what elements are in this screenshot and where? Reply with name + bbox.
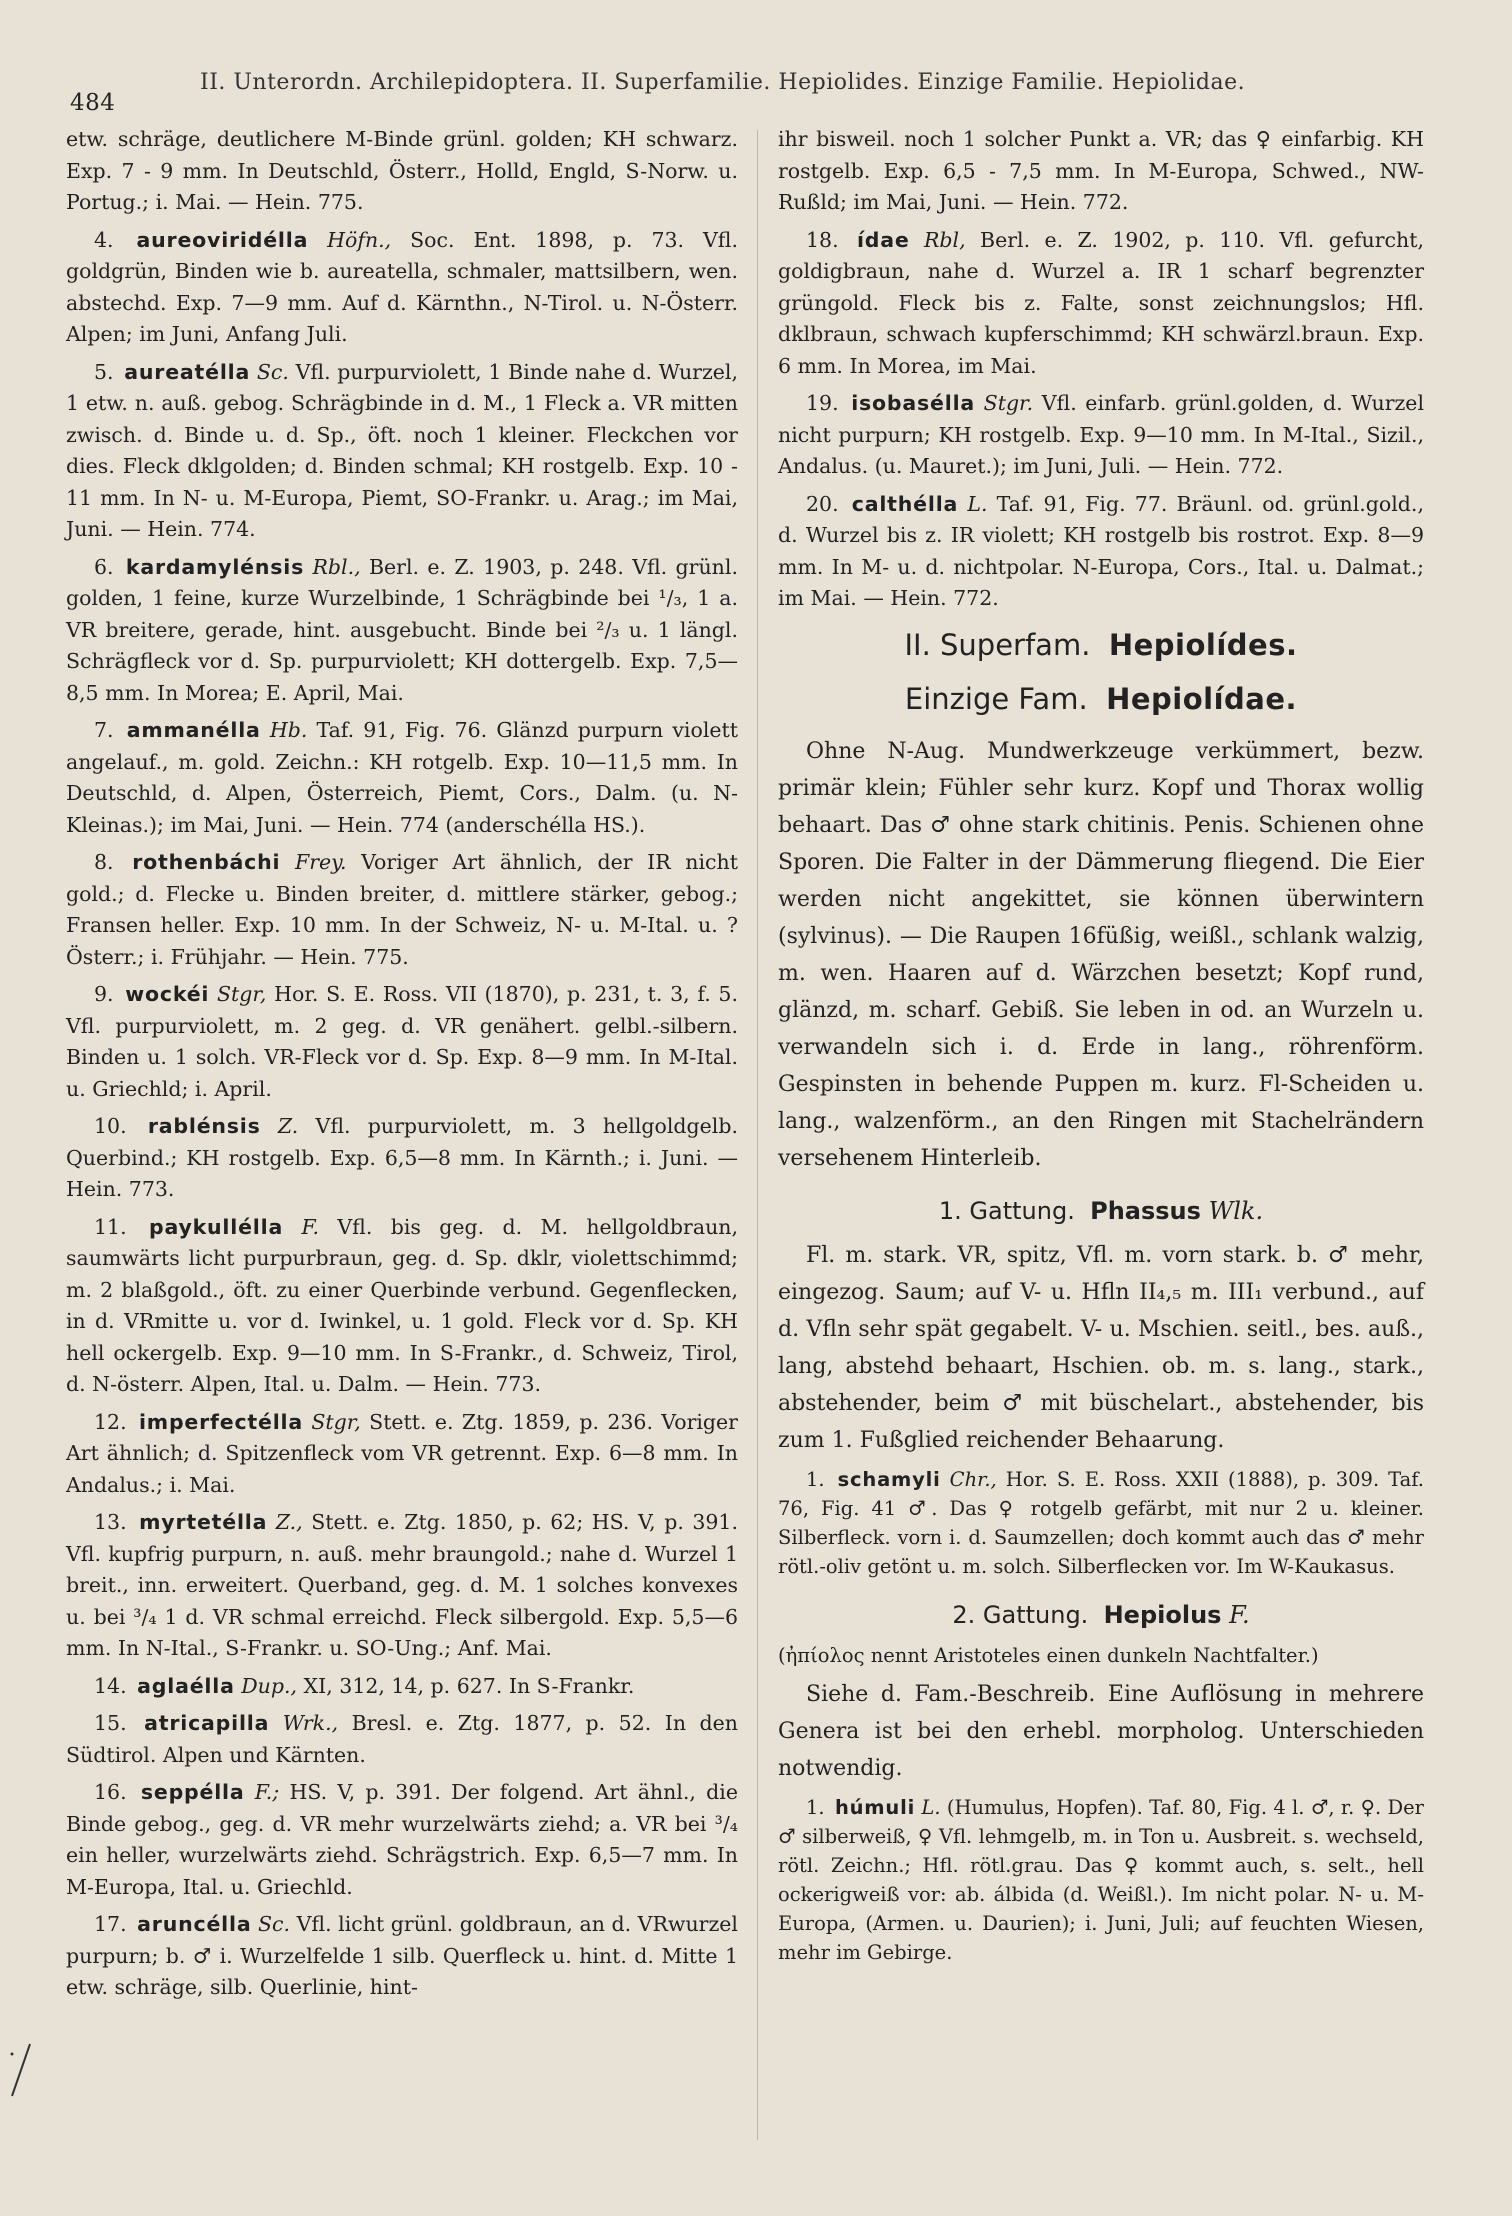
page-number: 484 [70,90,116,116]
species-text: Vfl. purpurviolett, 1 Binde nahe d. Wurzel, 1 etw. n. auß. gebog. Schrägbinde in d. M., 1 Fleck a. VR mitten zwisch. d. Binde u. d. Sp., öft. noch 1 kleiner. Fleckchen vor dies. Fleck dklgolden; d. Binden schmal; KH rostgelb. Exp. 10 - 11 mm. In N- u. M-Europa, Piemt, SO-Frankr. u. Arag.; im Mai, Juni. — Hein. 774. [66,359,738,541]
genus-description-block [778,1237,1424,1459]
species-number: 11. [94,1214,127,1239]
species-number: 4. [94,227,114,252]
running-header [70,70,1350,114]
species-entry [66,1777,738,1903]
species-name: seppélla [140,1780,245,1804]
species-author: Chr., [949,1467,997,1491]
genus-etymology: (ἠπίολος nennt Aristoteles einen dunkeln Nachtfalter.) [778,1643,1319,1667]
species-number: 7. [94,718,114,742]
left-column [66,124,738,2010]
species-name: ammanélla [126,718,261,742]
species-text: Voriger Art ähnlich, der IR nicht gold.; d. Flecke u. Binden breiter, d. mittlere stärker, gebog.; Fransen heller. Exp. 10 mm. In der Schweiz, N- u. M-Ital. u. ? Österr.; i. Frühjahr. — Hein. 775. [66,850,738,969]
species-name: paykullélla [148,1214,284,1239]
species-author: Hb. [269,718,308,742]
species-entry [66,357,738,546]
species-author: Rbl, [924,227,966,252]
species-author: L. [921,1795,941,1819]
species-number: 12. [94,1409,127,1434]
species-text: Bresl. e. Ztg. 1877, p. 52. In den Südtirol. Alpen und Kärnten. [66,1711,738,1767]
species-name: wockéi [125,982,210,1006]
species-name: myrtetélla [139,1510,268,1534]
family-name: Hepiolídae. [1106,681,1298,716]
species-entry [66,1212,738,1401]
species-number: 19. [806,391,839,415]
species-entry [66,1407,738,1502]
genus-etymology-block [778,1641,1424,1670]
family-heading [778,679,1424,719]
genus-heading-phassus [778,1193,1424,1229]
species-number: 9. [94,982,114,1006]
species-name: aruncélla [137,1912,252,1936]
species-entry [66,1111,738,1206]
species-entry [66,124,738,219]
species-text: Berl. e. Z. 1903, p. 248. Vfl. grünl. golden, 1 feine, kurze Wurzelbinde, 1 Schrägbinde bei ¹/₃, 1 a. VR breitere, gerade, hint. ausgebucht. Binde bei ²/₃ u. 1 längl. Schrägfleck vor d. Sp. purpurviolett; KH dottergelb. Exp. 7,5—8,5 mm. In Morea; E. April, Mai. [66,554,738,705]
species-text: Taf. 91, Fig. 76. Glänzd purpurn violett angelauf., m. gold. Zeichn.: KH rotgelb. Exp. 10—11,5 mm. In Deutschld, d. Alpen, Österreich, Piemt, Cors., Dalm. (u. N-Kleinas.); im Mai, Juni. — Hein. 774 (anderschélla HS.). [66,718,738,837]
species-text: Berl. e. Z. 1902, p. 110. Vfl. gefurcht, goldigbraun, nahe d. Wurzel a. IR 1 scharf begrenzter grüngold. Fleck bis z. Falte, sonst zeichnungslos; Hfl. dklbraun, schwach kupferschimmd; KH schwärzl.braun. Exp. 6 mm. In Morea, im Mai. [778,227,1424,378]
species-name: aureoviridélla [136,227,309,252]
species-number: 1. [806,1795,825,1819]
species-name: rothenbáchi [132,850,281,874]
genus-author: F. [1229,1600,1250,1629]
genus2-description-block [778,1676,1424,1787]
species-entry [778,124,1424,219]
species-number: 20. [806,491,839,516]
species-author: Höfn., [327,227,392,252]
species-text: Stett. e. Ztg. 1859, p. 236. Voriger Art ähnlich; d. Spitzenfleck vom VR getrennt. Exp. 6—8 mm. In Andalus.; i. Mai. [66,1409,738,1497]
species-author: F. [301,1214,320,1239]
species-author: Z. [277,1114,299,1138]
species-name: kardamylénsis [125,554,305,579]
species-number: 5. [94,359,114,384]
species-number: 15. [94,1711,127,1735]
species-name: aglaélla [137,1673,235,1698]
genus-prefix: 1. Gattung. [938,1196,1075,1225]
species-entry [66,1708,738,1771]
species-author: Sc. [258,1912,291,1936]
genus-heading-hepiolus [778,1597,1424,1633]
species-text: Hor. S. E. Ross. VII (1870), p. 231, t. 3, f. 5. Vfl. purpurviolett, m. 2 geg. d. VR genähert. gelbl.-silbern. Binden u. 1 solch. VR-Fleck vor d. Sp. Exp. 8—9 mm. In M-Ital. u. Griechld; i. April. [66,982,738,1101]
species-author: Sc. [256,359,289,384]
species-entry [66,847,738,973]
genus-description: Fl. m. stark. VR, spitz, Vfl. m. vorn stark. b. ♂ mehr, eingezog. Saum; auf V- u. Hfln II₄,₅ m. III₁ verbund., auf d. Vfln sehr spät gegabelt. V- u. Mschien. seitl., bes. auß., lang, abstehd behaart, Hschien. ob. m. s. lang., stark., abstehender, beim ♂ mit büschelart., abstehender, bis zum 1. Fußglied reichender Behaarung. [778,1242,1424,1453]
genus-author: Wlk. [1208,1196,1264,1225]
genus1-species-block [778,1465,1424,1581]
genus2-species-block [778,1793,1424,1967]
species-text: Vfl. bis geg. d. M. hellgoldbraun, saumwärts licht purpurbraun, geg. d. Sp. dklr, violettschimmd; m. 2 blaßgold., öft. zu einer Querbinde verbund. Gegenflecken, in d. VRmitte u. vor d. Iwinkel, u. 1 gold. Fleck vor d. Sp. KH hell ockergelb. Exp. 9—10 mm. In S-Frankr., d. Schweiz, Tirol, d. N-österr. Alpen, Ital. u. Dalm. — Hein. 773. [66,1214,738,1396]
species-text: Hor. S. E. Ross. XXII (1888), p. 309. Taf. 76, Fig. 41 ♂. Das ♀ rotgelb gefärbt, mit nur 2 u. kleiner. Silberfleck. vorn i. d. Saumzellen; doch kommt auch das ♂ mehr rötl.-oliv getönt u. m. solch. Silberflecken vor. Im W-Kaukasus. [778,1467,1424,1578]
species-text: Vfl. einfarb. grünl.golden, d. Wurzel nicht purpurn; KH rostgelb. Exp. 9—10 mm. In M-Ital., Sizil., Andalus. (u. Mauret.); im Juni, Juli. — Hein. 772. [778,391,1424,478]
species-entry [66,1909,738,2004]
species-entry [778,1465,1424,1581]
species-text: HS. V, p. 391. Der folgend. Art ähnl., die Binde gebog., geg. d. VR mehr wurzelwärts ziehd; a. VR bei ³/₄ ein heller, wurzelwärts ziehd. Schrägstrich. Exp. 6,5—7 mm. In M-Europa, Ital. u. Griechld. [66,1780,738,1899]
species-name: rablénsis [147,1114,261,1138]
species-name: aureatélla [124,359,251,384]
family-prefix: Einzige Fam. [904,681,1088,716]
species-text: Vfl. licht grünl. goldbraun, an d. VRwurzel purpurn; b. ♂ i. Wurzelfelde 1 silb. Querfleck u. hint. d. Mitte 1 etw. schräge, silb. Querlinie, hint- [66,1912,738,1999]
genus-name: Phassus [1090,1196,1201,1225]
species-text: (Humulus, Hopfen). Taf. 80, Fig. 4 l. ♂, r. ♀. Der ♂ silberweiß, ♀ Vfl. lehmgelb, m. in Ton u. Ausbreit. s. wechseld, rötl. Zeichn.; Hfl. rötl.grau. Das ♀ kommt auch, s. selt., hell ockerigweiß vor: ab. álbida (d. Weißl.). Im nicht polar. N- u. M-Europa, (Armen. u. Daurien); i. Juni, Juli; auf feuchten Wiesen, mehr im Gebirge. [778,1795,1425,1964]
pencil-mark-icon [6,2040,36,2100]
genus-prefix: 2. Gattung. [952,1600,1089,1629]
species-name: ídae [856,227,910,252]
genus-description: Siehe d. Fam.-Beschreib. Eine Auflösung in mehrere Genera ist bei den erhebl. morpholog. Unterschieden notwendig. [778,1681,1424,1781]
superfamily-heading [778,625,1424,665]
superfamily-prefix: II. Superfam. [904,627,1091,662]
species-entry [778,225,1424,383]
species-entry [778,388,1424,483]
species-entry [66,1507,738,1665]
species-author: Stgr, [311,1409,361,1434]
species-entry [66,979,738,1105]
species-entry [66,552,738,710]
species-author: Frey. [294,850,347,874]
species-name: calthélla [851,491,959,516]
column-divider [757,130,758,2140]
species-author: Stgr, [216,982,267,1006]
species-author: F.; [254,1780,280,1804]
species-entry [778,489,1424,615]
species-number: 16. [94,1780,127,1804]
species-text: Taf. 91, Fig. 77. Bräunl. od. grünl.gold., d. Wurzel bis z. IR violett; KH rostgelb bis rostrot. Exp. 8—9 mm. In M- u. d. nichtpolar. N-Europa, Cors., Ital. u. Dalmat.; im Mai. — Hein. 772. [778,491,1424,610]
species-number: 10. [94,1114,127,1138]
species-author: Stgr. [983,391,1034,415]
right-column [778,124,1424,1967]
species-number: 8. [94,850,114,874]
species-author: Rbl., [312,554,361,579]
species-number: 14. [94,1673,127,1698]
superfamily-name: Hepiolídes. [1108,627,1298,662]
species-list-continued [778,124,1424,615]
species-name: schamyli [837,1467,941,1491]
species-author: Z., [275,1510,303,1534]
species-entry [66,1671,738,1703]
species-text: XI, 312, 14, p. 627. In S-Frankr. [297,1673,635,1698]
species-text: etw. schräge, deutlichere M-Binde grünl. golden; KH schwarz. Exp. 7 - 9 mm. In Deutschld, Österr., Holld, Engld, S-Norw. u. Portug.; i. Mai. — Hein. 775. [66,127,738,214]
species-entry [66,225,738,351]
species-number: 6. [94,554,114,579]
running-title: II. Unterordn. Archilepidoptera. II. Superfamilie. Hepiolides. Einzige Familie. Hepiolidae. [200,70,1246,95]
species-text: Soc. Ent. 1898, p. 73. Vfl. goldgrün, Binden wie b. aureatella, schmaler, mattsilbern, wen. abstechd. Exp. 7—9 mm. Auf d. Kärnthn., N-Tirol. u. N-Österr. Alpen; im Juni, Anfang Juli. [66,227,738,346]
species-name: atricapilla [144,1711,270,1735]
species-name: imperfectélla [138,1409,303,1434]
family-description: Ohne N-Aug. Mundwerkzeuge verkümmert, bezw. primär klein; Fühler sehr kurz. Kopf und Thorax wollig behaart. Das ♂ ohne stark chitinis. Penis. Schienen ohne Sporen. Die Falter in der Dämmerung fliegend. Die Eier werden nicht angekittet, sie können überwintern (sylvinus). — Die Raupen 16füßig, weißl., schlank walzig, m. wen. Haaren auf d. Wärzchen besetzt; Kopf rund, glänzd, m. scharf. Gebiß. Sie leben in od. an Wurzeln u. verwandeln sich i. d. Erde in lang., röhrenförm. Gespinsten in behende Puppen m. kurz. Fl-Scheiden u. lang., walzenförm., an den Ringen mit Stachelrändern versehenem Hinterleib. [778,738,1424,1171]
species-text: Vfl. purpurviolett, m. 3 hellgoldgelb. Querbind.; KH rostgelb. Exp. 6,5—8 mm. In Kärnth.; i. Juni. — Hein. 773. [66,1114,738,1201]
species-number: 1. [806,1467,825,1491]
species-entry [66,715,738,841]
species-number: 13. [94,1510,127,1534]
species-entry [778,1793,1424,1967]
species-author: L. [967,491,988,516]
genus-name: Hepiolus [1103,1600,1222,1629]
species-author: Dup., [241,1673,298,1698]
family-description-block [778,733,1424,1177]
species-number: 17. [94,1912,127,1936]
species-author: Wrk., [282,1711,339,1735]
species-name: húmuli [834,1795,916,1819]
species-number: 18. [806,227,839,252]
species-name: isobasélla [851,391,976,415]
species-text: ihr bisweil. noch 1 solcher Punkt a. VR; das ♀ einfarbig. KH rostgelb. Exp. 6,5 - 7,5 mm. In M-Europa, Schwed., NW-Rußld; im Mai, Juni. — Hein. 772. [778,127,1424,214]
species-text: Stett. e. Ztg. 1850, p. 62; HS. V, p. 391. Vfl. kupfrig purpurn, n. auß. mehr braungold.; nahe d. Wurzel 1 breit., inn. erweitert. Querband, geg. d. M. 1 solches konvexes u. bei ³/₄ 1 d. VR schmal erreichd. Fleck silbergold. Exp. 5,5—6 mm. In N-Ital., S-Frankr. u. SO-Ung.; Anf. Mai. [66,1510,738,1660]
